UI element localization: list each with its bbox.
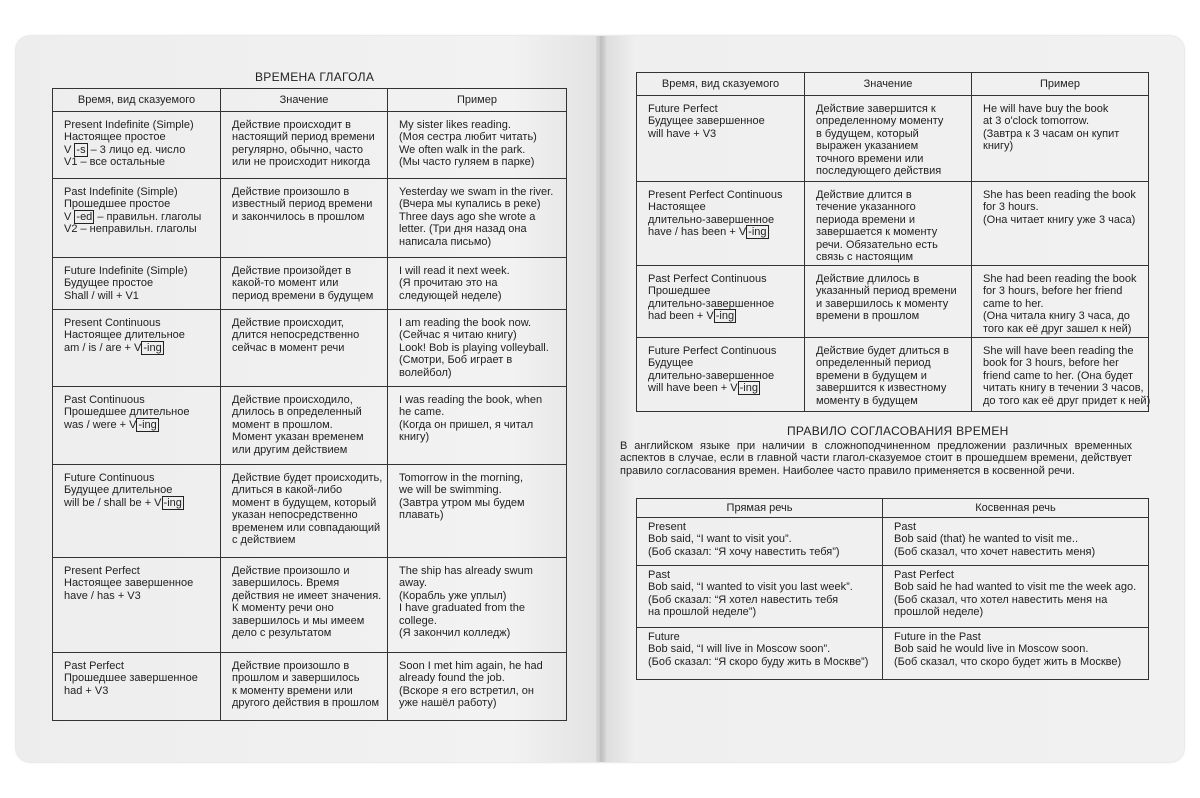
meaning-line: точного времени или — [816, 152, 924, 165]
meaning-line: моменту в будущем — [816, 394, 918, 407]
table-row — [53, 387, 567, 465]
example-cell — [388, 310, 567, 387]
example-line: My sister likes reading. — [399, 119, 511, 131]
meaning-cell — [221, 387, 388, 465]
direct-speech-line: Bob said, “I want to visit you”. — [648, 533, 792, 546]
tense-line: Present Indefinite (Simple) — [64, 119, 194, 131]
meaning-line: указанный период времени — [816, 285, 957, 298]
meaning-line: к моменту времени или — [232, 684, 353, 697]
meaning-line: завершится к известному — [816, 382, 947, 395]
example-line: She will have been reading the — [983, 345, 1134, 357]
meaning-line: Действие происходило, — [232, 394, 353, 406]
indirect-speech-line: Past — [894, 521, 917, 533]
table-row — [637, 338, 1149, 412]
direct-speech-line: (Боб сказал: “Я скоро буду жить в Москве”) — [648, 655, 869, 668]
example-line: away. — [399, 577, 427, 590]
example-cell — [388, 112, 567, 179]
verb-suffix-box: -ing — [748, 226, 767, 239]
meaning-line: длиться в какой-либо — [232, 484, 343, 497]
tense-cell — [637, 338, 805, 412]
example-line: I was reading the book, when — [399, 394, 543, 406]
example-line: The ship has already swum — [399, 565, 533, 577]
meaning-line: регулярно, обычно, часто — [232, 143, 364, 156]
indirect-speech-line: Future in the Past — [894, 631, 981, 643]
tense-line: Future Indefinite (Simple) — [64, 265, 188, 277]
meaning-line: длится непосредственно — [232, 329, 360, 342]
example-line: (Сейчас я читаю книгу) — [399, 329, 517, 342]
meaning-line: Действие завершится к — [816, 103, 936, 115]
table-row — [637, 566, 1149, 628]
example-line: (Корабль уже уплыл) — [399, 589, 507, 602]
tense-formula — [648, 226, 798, 238]
formula-prefix: will have been + V — [648, 382, 738, 395]
tense-line: Present Perfect Continuous — [648, 189, 783, 201]
tense-line: Shall / will + V1 — [64, 289, 139, 302]
example-line: уже нашёл работу) — [399, 697, 497, 710]
example-line: letter. (Три дня назад она — [399, 223, 527, 236]
example-line: Soon I met him again, he had — [399, 660, 543, 672]
example-line: читать книгу в течении 3 часов, — [983, 382, 1144, 395]
tense-line: длительно-завершенное — [648, 213, 775, 226]
table-row — [53, 653, 567, 721]
example-cell — [388, 465, 567, 558]
table-row — [53, 179, 567, 258]
example-line: плавать) — [399, 509, 444, 522]
tense-line: V2 – неправильн. глаголы — [64, 223, 197, 236]
formula-suffix: – правильн. глаголы — [94, 210, 202, 223]
tense-line: Past Perfect Continuous — [648, 273, 767, 285]
tense-formula — [64, 211, 214, 223]
tense-line: длительно-завершенное — [648, 369, 775, 382]
meaning-line: времени в прошлом — [816, 310, 920, 323]
example-line: friend came to her. (Она будет — [983, 369, 1134, 382]
table-row — [53, 465, 567, 558]
tense-cell — [53, 465, 221, 558]
meaning-cell — [221, 465, 388, 558]
indirect-speech-line: (Боб сказал, что хотел навестить меня на — [894, 593, 1108, 606]
column-header-direct-speech: Прямая речь — [637, 499, 883, 518]
meaning-line: Действие длится в — [816, 189, 912, 201]
tense-formula — [64, 497, 214, 509]
meaning-line: или не происходит никогда — [232, 156, 371, 169]
rule-title: ПРАВИЛО СОГЛАСОВАНИЯ ВРЕМЕН — [787, 424, 1009, 438]
meaning-cell — [221, 558, 388, 653]
example-line: (Вчера мы купались в реке) — [399, 198, 541, 211]
tense-cell — [637, 266, 805, 338]
notebook-spine — [596, 36, 606, 762]
example-line: (Я закончил колледж) — [399, 627, 511, 640]
tense-line: will have + V3 — [648, 127, 717, 140]
verb-tenses-table-continued — [636, 72, 1149, 412]
direct-speech-line: на прошлой неделе”) — [648, 606, 757, 619]
example-line: (Она читает книгу уже 3 часа) — [983, 213, 1136, 226]
tense-line: Настоящее завершенное — [64, 577, 194, 590]
meaning-line: Действие произошло в — [232, 660, 350, 672]
meaning-line: завершилось. Время — [232, 577, 340, 590]
table-row — [637, 628, 1149, 680]
tense-cell — [53, 179, 221, 258]
example-line: college. — [399, 614, 437, 627]
example-line: book for 3 hours, before her — [983, 357, 1119, 370]
meaning-line: временем или совпадающий — [232, 521, 381, 534]
tense-line: Future Continuous — [64, 472, 155, 484]
example-line: already found the job. — [399, 672, 505, 685]
example-line: Tomorrow in the morning, — [399, 472, 524, 484]
tense-formula — [648, 310, 798, 322]
verb-suffix-box: -ing — [715, 310, 735, 323]
meaning-cell — [805, 182, 972, 266]
meaning-line: речи. Обязательно есть — [816, 238, 938, 251]
tense-line: Будущее простое — [64, 277, 154, 290]
example-cell — [388, 653, 567, 721]
column-header-meaning: Значение — [221, 89, 388, 112]
tense-line: V1 – все остальные — [64, 156, 165, 169]
meaning-cell — [221, 179, 388, 258]
column-header-meaning: Значение — [805, 73, 972, 96]
meaning-cell — [805, 96, 972, 182]
example-line: книгу) — [983, 140, 1014, 153]
meaning-line: периода времени и — [816, 213, 915, 226]
direct-speech-cell — [637, 566, 883, 628]
meaning-line: Момент указан временем — [232, 431, 364, 444]
verb-suffix-box: -ing — [739, 382, 758, 395]
tense-cell — [53, 310, 221, 387]
indirect-speech-line: Bob said he would live in Moscow soon. — [894, 643, 1089, 656]
tense-formula — [64, 342, 214, 354]
indirect-speech-line: Bob said (that) he wanted to visit me.. — [894, 533, 1079, 546]
example-line: написала письмо) — [399, 235, 492, 248]
tense-line: длительно-завершенное — [648, 297, 775, 310]
example-cell — [972, 182, 1149, 266]
meaning-line: Действие происходит в — [232, 119, 352, 131]
indirect-speech-line: прошлой неделе) — [894, 606, 984, 619]
rule-paragraph: В английском языке при наличии в сложноподчиненном предложении различных временных аспектов в случае, если в главной части глагол-сказуемое стоит в прошедшем времени, действует правило согласования времен. Наиболее часто правило применяется в косвенной речи. — [620, 440, 1132, 477]
tense-line: Прошедшее — [648, 285, 711, 298]
table-row — [53, 310, 567, 387]
example-line: We often walk in the park. — [399, 143, 526, 156]
example-line: книгу) — [399, 431, 430, 444]
example-line: for 3 hours. — [983, 201, 1039, 214]
indirect-speech-cell — [883, 628, 1149, 680]
meaning-line: последующего действия — [816, 165, 942, 178]
column-header-example: Пример — [388, 89, 567, 112]
meaning-line: Действие происходит, — [232, 317, 344, 329]
meaning-line: определенному моменту — [816, 115, 944, 128]
formula-prefix: am / is / are + V — [64, 341, 142, 354]
example-line: (Смотри, Боб играет в — [399, 354, 513, 367]
meaning-cell — [221, 310, 388, 387]
indirect-speech-line: Past Perfect — [894, 569, 954, 581]
meaning-cell — [221, 112, 388, 179]
meaning-cell — [805, 266, 972, 338]
example-line: (Моя сестра любит читать) — [399, 131, 537, 144]
meaning-line: действия не имеет значения. — [232, 589, 382, 602]
column-header-example: Пример — [972, 73, 1149, 96]
example-line: She had been reading the book — [983, 273, 1137, 285]
example-cell — [388, 387, 567, 465]
indirect-speech-cell — [883, 566, 1149, 628]
example-line: he came. — [399, 406, 445, 419]
tense-line: have / has + V3 — [64, 589, 141, 602]
direct-speech-line: Past — [648, 569, 671, 581]
meaning-line: настоящий период времени — [232, 131, 375, 144]
tense-cell — [53, 112, 221, 179]
direct-speech-line: (Боб сказал: “Я хочу навестить тебя”) — [648, 545, 840, 558]
tense-cell — [53, 558, 221, 653]
tense-formula — [64, 144, 214, 156]
column-header-tense: Время, вид сказуемого — [637, 73, 805, 96]
indirect-speech-line: Bob said he had wanted to visit me the week ago. — [894, 581, 1137, 594]
meaning-line: или другим действием — [232, 443, 348, 456]
meaning-cell — [221, 653, 388, 721]
example-line: I have graduated from the — [399, 602, 525, 615]
tense-line: Настоящее — [648, 201, 706, 214]
tense-line: Будущее — [648, 357, 694, 370]
meaning-line: с действием — [232, 534, 296, 547]
example-line: came to her. — [983, 297, 1044, 310]
example-line: Look! Bob is playing volleyball. — [399, 341, 549, 354]
meaning-line: известный период времени — [232, 198, 373, 211]
meaning-line: какой-то момент или — [232, 277, 339, 290]
example-line: we will be swimming. — [399, 484, 502, 497]
verb-suffix-box: -s — [76, 143, 86, 156]
meaning-line: определенный период — [816, 357, 931, 370]
example-line: Three days ago she wrote a — [399, 210, 536, 223]
formula-prefix: V — [64, 210, 75, 223]
meaning-line: течение указанного — [816, 201, 916, 214]
meaning-line: связь с настоящим — [816, 251, 914, 264]
meaning-line: завершается к моменту — [816, 226, 938, 239]
direct-speech-line: Future — [648, 631, 680, 643]
meaning-line: Действие будет происходить, — [232, 472, 383, 484]
formula-prefix: will be / shall be + V — [64, 496, 162, 509]
meaning-line: период времени в будущем — [232, 289, 374, 302]
example-line: того как её друг зашел к ней) — [983, 322, 1132, 335]
direct-speech-cell — [637, 628, 883, 680]
example-line: I will read it next week. — [399, 265, 510, 277]
example-cell — [972, 266, 1149, 338]
example-line: (Вскоре я его встретил, он — [399, 684, 534, 697]
meaning-line: дело с результатом — [232, 627, 332, 640]
meaning-line: указан непосредственно — [232, 509, 358, 522]
indirect-speech-cell — [883, 518, 1149, 566]
example-cell — [388, 179, 567, 258]
direct-speech-line: (Боб сказал: “Я хотел навестить тебя — [648, 593, 839, 606]
example-line: at 3 o'clock tomorrow. — [983, 115, 1090, 128]
indirect-speech-line: (Боб сказал, что скоро будет жить в Москве) — [894, 655, 1122, 668]
example-line: (Завтра утром мы будем — [399, 496, 525, 509]
verb-suffix-box: -ed — [76, 210, 93, 223]
direct-speech-line: Present — [648, 521, 686, 533]
tense-line: Past Continuous — [64, 394, 145, 406]
verb-suffix-box: -ing — [143, 341, 162, 354]
example-line: for 3 hours, before her friend — [983, 285, 1123, 298]
meaning-line: Действие длилось в — [816, 273, 920, 285]
tense-line: Present Continuous — [64, 317, 161, 329]
tense-line: Будущее длительное — [64, 484, 173, 497]
example-cell — [972, 96, 1149, 182]
column-header-tense: Время, вид сказуемого — [53, 89, 221, 112]
tense-cell — [637, 96, 805, 182]
meaning-line: Действие будет длиться в — [816, 345, 949, 357]
table-row — [53, 258, 567, 310]
tense-line: Future Perfect — [648, 103, 718, 115]
example-cell — [388, 558, 567, 653]
direct-speech-line: Bob said, “I will live in Moscow soon”. — [648, 643, 831, 656]
formula-prefix: was / were + V — [64, 418, 137, 431]
example-line: He will have buy the book — [983, 103, 1109, 115]
tense-cell — [53, 258, 221, 310]
meaning-line: в будущем, который — [816, 127, 919, 140]
column-header-indirect-speech: Косвенная речь — [883, 499, 1149, 518]
meaning-line: момент в прошлом. — [232, 418, 333, 431]
example-line: I am reading the book now. — [399, 317, 532, 329]
tense-cell — [53, 387, 221, 465]
meaning-line: времени в будущем и — [816, 369, 927, 382]
example-line: (Она читала книгу 3 часа, до — [983, 310, 1130, 323]
direct-speech-cell — [637, 518, 883, 566]
tense-cell — [53, 653, 221, 721]
meaning-line: другого действия в прошлом — [232, 697, 380, 710]
example-cell — [388, 258, 567, 310]
meaning-line: Действие произошло и — [232, 565, 350, 577]
meaning-line: и завершилось к моменту — [816, 297, 949, 310]
meaning-line: момент в будущем, который — [232, 496, 377, 509]
example-cell — [972, 338, 1149, 412]
meaning-line: выражен указанием — [816, 140, 919, 153]
example-line: следующей неделе) — [399, 289, 502, 302]
table-row — [53, 112, 567, 179]
tense-line: Past Indefinite (Simple) — [64, 186, 178, 198]
meaning-line: и закончилось в прошлом — [232, 210, 365, 223]
meaning-line: сейчас в момент речи — [232, 341, 345, 354]
tense-line: Future Perfect Continuous — [648, 345, 777, 357]
formula-prefix: V — [64, 143, 75, 156]
direct-speech-line: Bob said, “I wanted to visit you last week”. — [648, 581, 853, 594]
left-page-title: ВРЕМЕНА ГЛАГОЛА — [255, 70, 375, 84]
example-line: (Я прочитаю это на — [399, 277, 498, 290]
example-line: (Завтра к 3 часам он купит — [983, 127, 1120, 140]
formula-prefix: have / has been + V — [648, 226, 747, 239]
tense-line: Прошедшее длительное — [64, 406, 190, 419]
tense-line: Present Perfect — [64, 565, 140, 577]
reported-speech-table — [636, 498, 1149, 680]
example-line: Yesterday we swam in the river. — [399, 186, 554, 198]
table-row — [637, 182, 1149, 266]
table-row — [637, 266, 1149, 338]
example-line: She has been reading the book — [983, 189, 1136, 201]
table-row — [53, 558, 567, 653]
tense-formula — [64, 419, 214, 431]
verb-suffix-box: -ing — [138, 418, 157, 431]
example-line: до того как её друг придет к ней) — [983, 394, 1151, 407]
table-row — [637, 518, 1149, 566]
meaning-line: Действие произойдет в — [232, 265, 352, 277]
meaning-cell — [221, 258, 388, 310]
formula-prefix: had been + V — [648, 310, 714, 323]
meaning-line: К моменту речи оно — [232, 602, 334, 615]
table-row — [637, 96, 1149, 182]
meaning-cell — [805, 338, 972, 412]
formula-suffix: – 3 лицо ед. число — [87, 143, 186, 156]
meaning-line: прошлом и завершилось — [232, 672, 360, 685]
tense-cell — [637, 182, 805, 266]
example-line: (Когда он пришел, я читал — [399, 418, 534, 431]
indirect-speech-line: (Боб сказал, что хочет навестить меня) — [894, 545, 1096, 558]
example-line: волейбол) — [399, 366, 452, 379]
tense-line: Настоящее длительное — [64, 329, 185, 342]
tense-line: Past Perfect — [64, 660, 124, 672]
meaning-line: Действие произошло в — [232, 186, 350, 198]
tense-line: had + V3 — [64, 684, 109, 697]
meaning-line: длилось в определенный — [232, 406, 362, 419]
verb-tenses-table — [52, 88, 567, 721]
tense-line: Настоящее простое — [64, 131, 166, 144]
tense-formula — [648, 382, 798, 394]
meaning-line: завершилось и мы имеем — [232, 614, 365, 627]
tense-line: Прошедшее простое — [64, 198, 171, 211]
example-line: (Мы часто гуляем в парке) — [399, 156, 535, 169]
verb-suffix-box: -ing — [163, 496, 182, 509]
tense-line: Прошедшее завершенное — [64, 672, 198, 685]
tense-line: Будущее завершенное — [648, 115, 765, 128]
